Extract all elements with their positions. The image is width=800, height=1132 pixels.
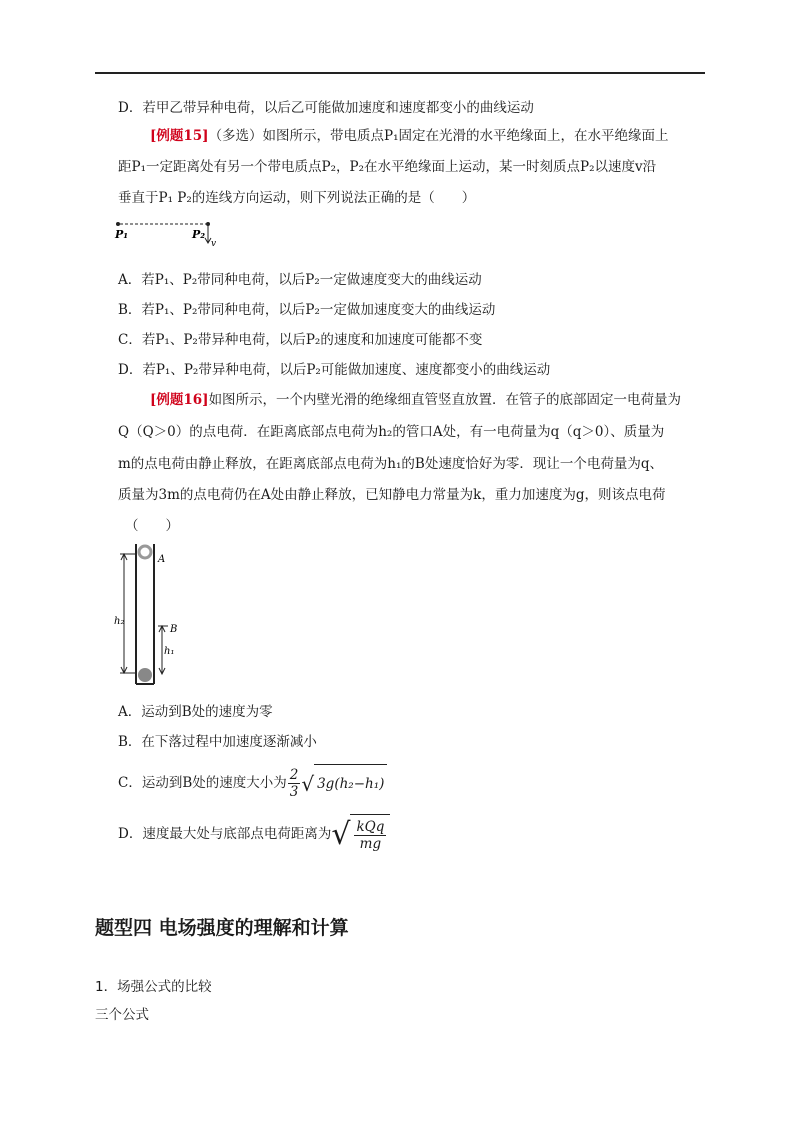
q15-figure bbox=[112, 218, 222, 248]
top-charge-a bbox=[139, 546, 151, 558]
label-a: A bbox=[158, 554, 166, 565]
bottom-charge bbox=[138, 668, 152, 682]
q16-line1 bbox=[150, 390, 681, 410]
q16-line5: （ ） bbox=[125, 518, 179, 534]
p1-charge bbox=[116, 222, 120, 226]
section-item-2: 三个公式 bbox=[95, 1007, 149, 1023]
q15-option-b: B．若P₁、P₂带同种电荷，以后P₂一定做加速度变大的曲线运动 bbox=[118, 302, 496, 318]
q15-line2: 距P₁一定距离处有另一个带电质点P₂，P₂在水平绝缘面上运动，某一时刻质点P₂以速度v沿 bbox=[118, 159, 657, 175]
q15-line1-text: （多选）如图所示，带电质点P₁固定在光滑的水平绝缘面上，在水平绝缘面上 bbox=[208, 128, 669, 144]
sqrt-expression: √ 3g(h₂−h₁) bbox=[301, 764, 387, 803]
p2-label: P₂ bbox=[192, 228, 206, 241]
p1-label: P₁ bbox=[115, 228, 129, 241]
q16-option-c-text: C．运动到B处的速度大小为 bbox=[118, 775, 287, 791]
prev-option-d: D．若甲乙带异种电荷，以后乙可能做加速度和速度都变小的曲线运动 bbox=[118, 100, 534, 116]
q15-line1 bbox=[150, 126, 669, 146]
fraction-two-thirds: $\frac{2}{3}$ bbox=[289, 767, 299, 800]
q16-option-d-text: D．速度最大处与底部点电荷距离为 bbox=[118, 826, 332, 842]
q15-option-d: D．若P₁、P₂带异种电荷，以后P₂可能做加速度、速度都变小的曲线运动 bbox=[118, 362, 551, 378]
q15-tag: [例题15] bbox=[150, 128, 209, 144]
q15-option-c: C．若P₁、P₂带异种电荷，以后P₂的速度和加速度可能都不变 bbox=[118, 332, 483, 348]
section-heading: 题型四 电场强度的理解和计算 bbox=[95, 917, 349, 939]
q16-figure bbox=[112, 540, 192, 690]
q16-line4: 质量为3m的点电荷仍在A处由静止释放，已知静电力常量为k，重力加速度为g，则该点电荷 bbox=[118, 487, 666, 503]
q16-line3: m的点电荷由静止释放，在距离底部点电荷为h₁的B处速度恰好为零．现让一个电荷量为q、 bbox=[118, 456, 663, 472]
q16-option-b: B．在下落过程中加速度逐渐减小 bbox=[118, 734, 317, 750]
label-h1: h₁ bbox=[164, 646, 175, 657]
q16-option-d bbox=[118, 814, 390, 855]
label-h2: h₂ bbox=[114, 616, 125, 627]
q15-line3: 垂直于P₁ P₂的连线方向运动，则下列说法正确的是（ ） bbox=[118, 190, 476, 206]
q16-line1-text: 如图所示，一个内壁光滑的绝缘细直管竖直放置．在管子的底部固定一电荷量为 bbox=[208, 392, 682, 408]
q16-tag: [例题16] bbox=[150, 392, 209, 408]
q16-option-a: A．运动到B处的速度为零 bbox=[118, 704, 273, 720]
label-b: B bbox=[170, 624, 178, 635]
q16-option-c bbox=[118, 764, 387, 803]
q15-option-a: A．若P₁、P₂带同种电荷，以后P₂一定做速度变大的曲线运动 bbox=[118, 272, 482, 288]
section-item-1: 1．场强公式的比较 bbox=[95, 979, 212, 995]
header-rule bbox=[95, 72, 705, 74]
q16-line2: Q（Q＞0）的点电荷．在距离底部点电荷为h₂的管口A处，有一电荷量为q（q＞0）、质量为 bbox=[118, 424, 665, 440]
v-label: v bbox=[211, 239, 217, 248]
sqrt-fraction: √ $\frac{\text{kQq}}{mg}$ bbox=[331, 814, 390, 855]
